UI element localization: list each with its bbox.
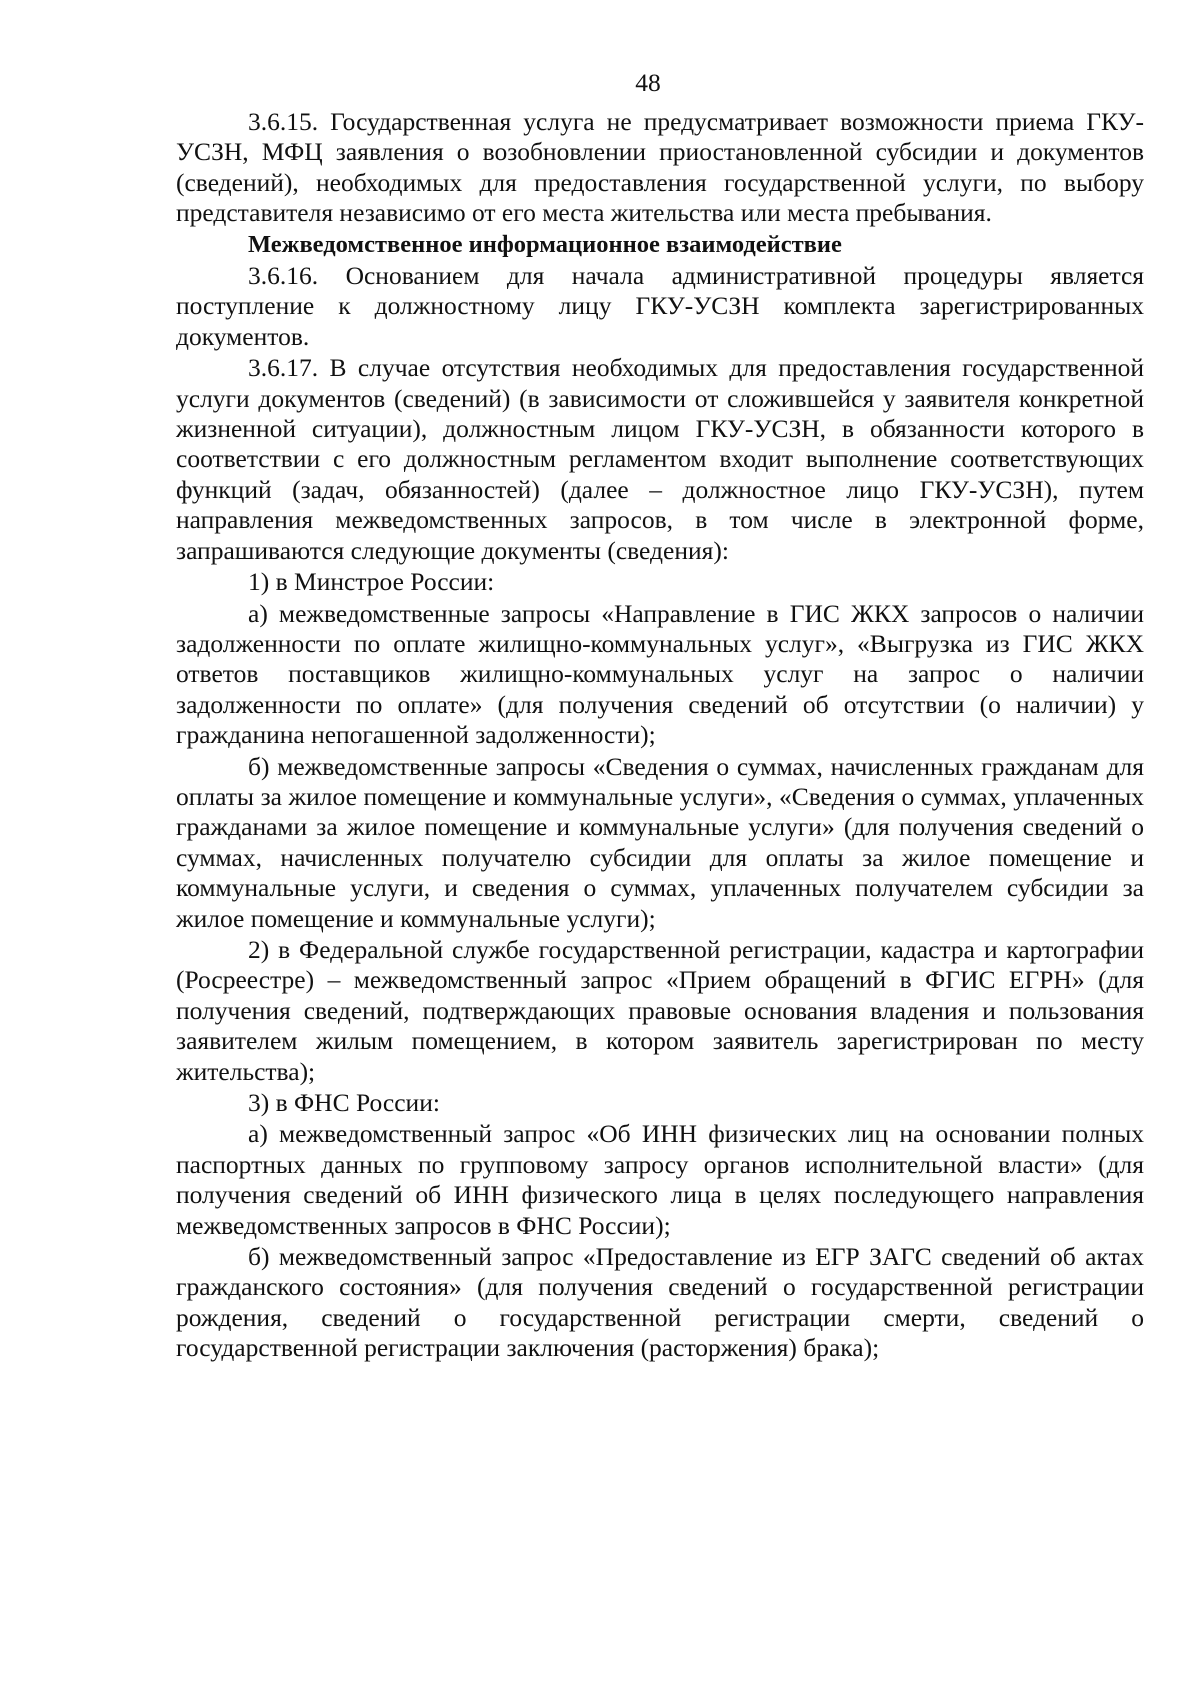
list-item-minstroy: 1) в Минстрое России: bbox=[248, 567, 495, 597]
list-subitem-fns-a: а) межведомственный запрос «Об ИНН физических лиц на основании полных паспортных данных по групповому запросу органов исполнительной власти» (для получения сведений об ИНН физического лица в целях последующего направления межведомственных запросов в ФНС России); bbox=[176, 1119, 1144, 1240]
page-number: 48 bbox=[635, 68, 661, 97]
paragraph-3-6-17: 3.6.17. В случае отсутствия необходимых для предоставления государственной услуги документов (сведений) (в зависимости от сложившейся у заявителя конкретной жизненной ситуации), должностным лицом ГКУ-УСЗН, в обязанности которого в соответствии с его должностным регламентом входит выполнение соответствующих функций (задач, обязанностей) (далее – должностное лицо ГКУ-УСЗН), путем направления межведомственных запросов, в том числе в электронной форме, запрашиваются следующие документы (сведения): bbox=[176, 353, 1144, 565]
document-body bbox=[176, 107, 1144, 1364]
list-subitem-minstroy-a: а) межведомственные запросы «Направление в ГИС ЖКХ запросов о наличии задолженности по оплате жилищно-коммунальных услуг», «Выгрузка из ГИС ЖКХ ответов поставщиков жилищно-коммунальных услуг на запрос о наличии задолженности по оплате» (для получения сведений об отсутствии (о наличии) у гражданина непогашенной задолженности); bbox=[176, 598, 1144, 750]
section-heading: Межведомственное информационное взаимодействие bbox=[248, 230, 842, 258]
paragraph-3-6-16: 3.6.16. Основанием для начала административной процедуры является поступление к должностному лицу ГКУ-УСЗН комплекта зарегистрированных документов. bbox=[176, 261, 1144, 351]
paragraph-3-6-15: 3.6.15. Государственная услуга не предусматривает возможности приема ГКУ-УСЗН, МФЦ заявления о возобновлении приостановленной субсидии и документов (сведений), необходимых для предоставления государственной услуги, по выбору представителя независимо от его места жительства или места пребывания. bbox=[176, 107, 1144, 228]
list-item-fns: 3) в ФНС России: bbox=[248, 1088, 440, 1117]
list-item-rosreestr: 2) в Федеральной службе государственной регистрации, кадастра и картографии (Росреестре) – межведомственный запрос «Прием обращений в ФГИС ЕГРН» (для получения сведений, подтверждающих правовые основания владения и пользования заявителем жилым помещением, в котором заявитель зарегистрирован по месту жительства); bbox=[176, 934, 1144, 1086]
list-subitem-minstroy-b: б) межведомственные запросы «Сведения о суммах, начисленных гражданам для оплаты за жилое помещение и коммунальные услуги», «Сведения о суммах, уплаченных гражданами за жилое помещение и коммунальные услуги» (для получения сведений о суммах, начисленных получателю субсидии для оплаты за жилое помещение и коммунальные услуги, и сведения о суммах, уплаченных получателем субсидии за жилое помещение и коммунальные услуги); bbox=[176, 751, 1144, 933]
list-subitem-fns-b: б) межведомственный запрос «Предоставление из ЕГР ЗАГС сведений об актах гражданского состояния» (для получения сведений о государственной регистрации рождения, сведений о государственной регистрации смерти, сведений о государственной регистрации заключения (расторжения) брака); bbox=[176, 1242, 1144, 1363]
